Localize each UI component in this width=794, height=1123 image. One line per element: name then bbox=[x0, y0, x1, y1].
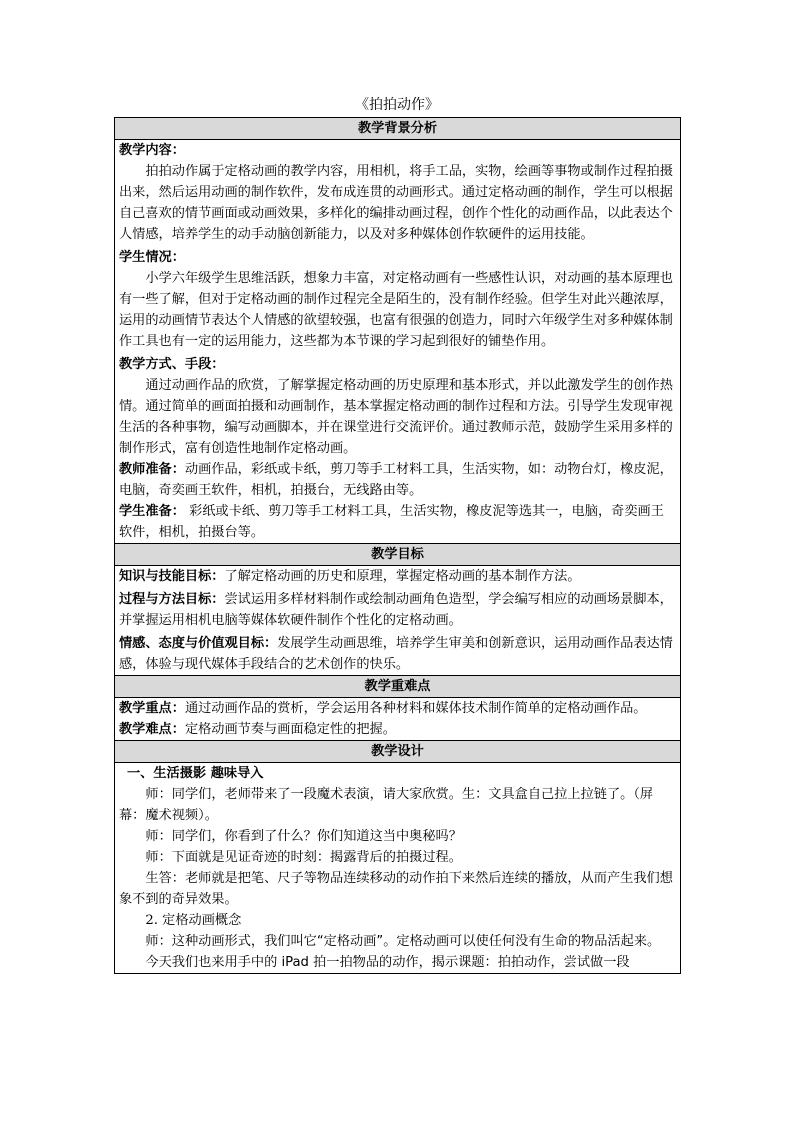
teaching-methods-label: 教学方式、手段： bbox=[119, 357, 225, 372]
section-header-key-points: 教学重难点 bbox=[115, 676, 681, 698]
process-goal bbox=[119, 589, 676, 631]
student-prep-text: 彩纸或卡纸、剪刀等手工材料工具，生活实物，橡皮泥等选其一，电脑，奇奕画王软件，相机，拍摄台等。 bbox=[119, 504, 664, 540]
section-header-design: 教学设计 bbox=[115, 741, 681, 763]
section-header-row bbox=[115, 676, 681, 698]
process-goal-label: 过程与方法目标： bbox=[119, 592, 225, 607]
teacher-prep bbox=[119, 459, 676, 501]
student-situation-label: 学生情况： bbox=[119, 250, 185, 265]
section-header-goals: 教学目标 bbox=[115, 544, 681, 566]
section-body-row bbox=[115, 566, 681, 676]
knowledge-goal-label: 知识与技能目标： bbox=[119, 569, 225, 584]
design-line: 师：同学们，你看到了什么？你们知道这当中奥秘吗？ bbox=[145, 829, 462, 844]
knowledge-goal bbox=[119, 566, 676, 587]
section-header-row bbox=[115, 118, 681, 140]
teaching-methods-text: 通过动画作品的欣赏，了解掌握定格动画的历史原理和基本形式，并以此激发学生的创作热情。通过简单的画面拍摄和动画制作，基本掌握定格动画的制作过程和方法。引导学生发现审视生活的各种事物，编写动画脚本，并在课堂进行交流评价。通过教师示范，鼓励学生采用多样的制作形式，富有创造性地制作定格动画。 bbox=[119, 378, 673, 456]
student-situation-text: 小学六年级学生思维活跃，想象力丰富，对定格动画有一些感性认识，对动画的基本原理也有一些了解，但对于定格动画的制作过程完全是陌生的，没有制作经验。但学生对此兴趣浓厚，运用的动画情节表达个人情感的欲望较强，也富有很强的创造力，同时六年级学生对多种媒体制作工具也有一定的运用能力，这些都为本节课的学习起到很好的铺垫作用。 bbox=[119, 271, 673, 349]
teaching-content-label: 教学内容： bbox=[119, 143, 185, 158]
design-part1-title: 一、生活摄影 趣味导入 bbox=[127, 766, 264, 781]
student-prep-label: 学生准备： bbox=[119, 504, 185, 519]
teacher-prep-label: 教师准备： bbox=[119, 462, 185, 477]
teacher-prep-text: 动画作品，彩纸或卡纸，剪刀等手工材料工具，生活实物，如：动物台灯，橡皮泥，电脑，奇奕画王软件，相机，拍摄台，无线路由等。 bbox=[119, 462, 673, 498]
section-body-row bbox=[115, 698, 681, 741]
section-header-row bbox=[115, 544, 681, 566]
design-line: 师：同学们，老师带来了一段魔术表演，请大家欣赏。生：文具盒自己拉上拉链了。（屏幕：魔术视频）。 bbox=[119, 787, 654, 823]
key-point bbox=[119, 698, 676, 719]
emotion-goal-text: 发展学生动画思维，培养学生审美和创新意识，运用动画作品表达情感，体验与现代媒体手段结合的艺术创作的快乐。 bbox=[119, 636, 673, 672]
difficult-point-text: 定格动画节奏与画面稳定性的把握。 bbox=[184, 722, 396, 737]
key-point-label: 教学重点： bbox=[119, 701, 185, 716]
goals-cell bbox=[115, 566, 681, 676]
lesson-plan-table bbox=[114, 117, 681, 974]
design-subtitle: 2. 定格动画概念 bbox=[145, 913, 242, 928]
section-body-row bbox=[115, 763, 681, 974]
design-line: 生答：老师就是把笔、尺子等物品连续移动的动作拍下来然后连续的播放，从而产生我们想象不到的奇异效果。 bbox=[119, 871, 673, 907]
design-line: 师：这种动画形式，我们叫它“定格动画”。定格动画可以使任何没有生命的物品活起来。 bbox=[145, 934, 661, 949]
design-cell bbox=[115, 763, 681, 974]
background-analysis-cell bbox=[115, 140, 681, 544]
key-points-cell bbox=[115, 698, 681, 741]
teaching-content-text: 拍拍动作属于定格动画的教学内容，用相机，将手工品，实物，绘画等事物或制作过程拍摄出来，然后运用动画的制作软件，发布成连贯的动画形式。通过定格动画的制作，学生可以根据自己喜欢的情节画面或动画效果，多样化的编排动画过程，创作个性化的动画作品，以此表达个人情感，培养学生的动手动脑创新能力，以及对多种媒体创作软硬件的运用技能。 bbox=[119, 164, 673, 242]
student-prep bbox=[119, 501, 676, 543]
key-point-text: 通过动画作品的赏析，学会运用各种材料和媒体技术制作简单的定格动画作品。 bbox=[184, 701, 647, 716]
design-line: 师：下面就是见证奇迹的时刻：揭露背后的拍摄过程。 bbox=[145, 850, 462, 865]
section-header-background: 教学背景分析 bbox=[115, 118, 681, 140]
difficult-point bbox=[119, 719, 676, 740]
process-goal-text: 尝试运用多样材料制作或绘制动画角色造型，学会编写相应的动画场景脚本，并掌握运用相机电脑等媒体软硬件制作个性化的定格动画。 bbox=[119, 592, 673, 628]
emotion-goal-label: 情感、态度与价值观目标： bbox=[119, 636, 278, 651]
design-line: 今天我们也来用手中的 iPad 拍一拍物品的动作，揭示课题：拍拍动作，尝试做一段 bbox=[145, 955, 630, 970]
section-body-row bbox=[115, 140, 681, 544]
document-title: 《拍拍动作》 bbox=[355, 97, 439, 113]
knowledge-goal-text: 了解定格动画的历史和原理，掌握定格动画的基本制作方法。 bbox=[224, 569, 581, 584]
emotion-goal bbox=[119, 633, 676, 675]
section-header-row bbox=[115, 741, 681, 763]
difficult-point-label: 教学难点： bbox=[119, 722, 185, 737]
